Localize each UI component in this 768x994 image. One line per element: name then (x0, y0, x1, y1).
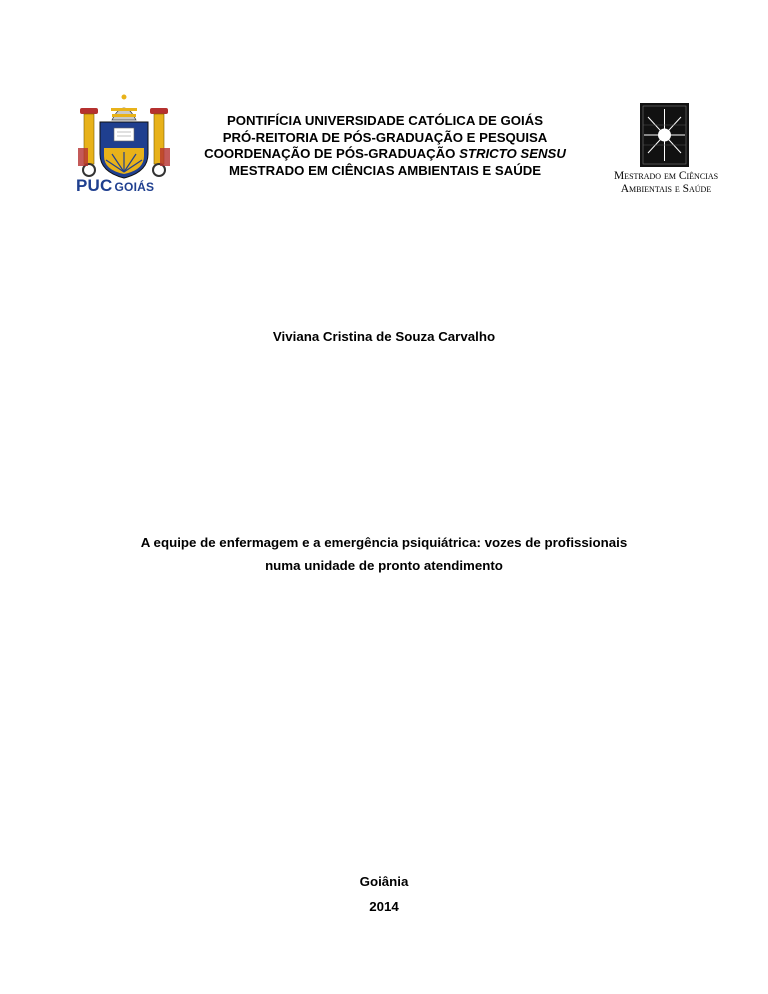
institution-header (170, 113, 600, 179)
header-line-coordination (170, 146, 600, 163)
puc-brand: PUC (76, 176, 113, 195)
mestrado-logo (640, 103, 689, 167)
header-line-prorectory: PRÓ-REITORIA DE PÓS-GRADUAÇÃO E PESQUISA (222, 129, 548, 145)
keys-right-icon (150, 108, 170, 176)
city: Goiânia (359, 874, 409, 889)
author-name: Viviana Cristina de Souza Carvalho (272, 329, 496, 344)
puc-brand-suffix: GOIÁS (114, 180, 155, 194)
header-line-program: MESTRADO EM CIÊNCIAS AMBIENTAIS E SAÚDE (228, 162, 542, 178)
tiara-icon (111, 95, 137, 121)
mestrado-caption-line2: Ambientais e Saúde (620, 183, 712, 195)
header-stricto-sensu: STRICTO SENSU (459, 146, 566, 161)
thesis-title-line1: A equipe de enfermagem e a emergência psiquiátrica: vozes de profissionais (140, 535, 628, 550)
shield-icon (100, 122, 148, 178)
puc-goias-wordmark (76, 176, 154, 196)
year: 2014 (369, 899, 399, 914)
thesis-title-line2: numa unidade de pronto atendimento (265, 558, 503, 573)
mestrado-caption-line1: Mestrado em Ciências (613, 170, 719, 182)
header-line-university: PONTIFÍCIA UNIVERSIDADE CATÓLICA DE GOIÁS (226, 113, 544, 128)
mestrado-caption (604, 170, 728, 196)
keys-left-icon (78, 108, 98, 176)
header-coordination-text: COORDENAÇÃO DE PÓS-GRADUAÇÃO (204, 146, 460, 161)
thesis-title (90, 531, 678, 577)
